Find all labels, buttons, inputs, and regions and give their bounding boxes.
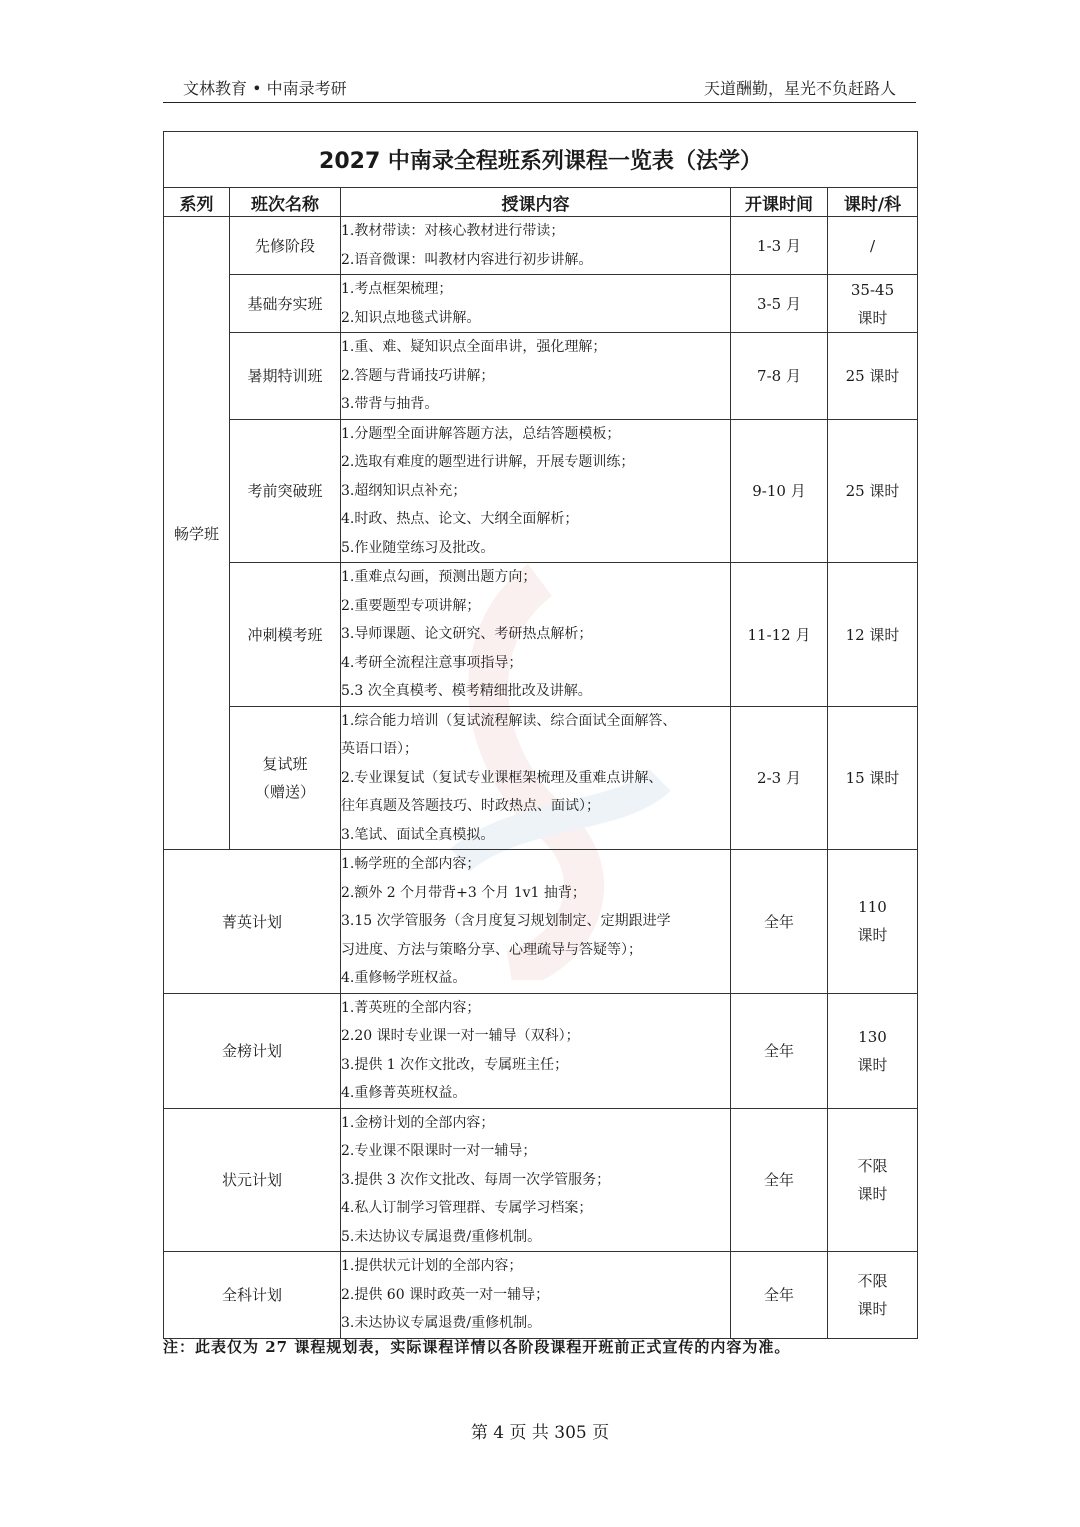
table-row bbox=[164, 1108, 918, 1252]
start-time: 11-12 月 bbox=[731, 563, 828, 707]
content-line: 2.答题与背诵技巧讲解； bbox=[341, 367, 495, 384]
class-name: 暑期特训班 bbox=[230, 333, 341, 420]
column-header-start-time: 开课时间 bbox=[731, 188, 828, 217]
content-line: 1.菁英班的全部内容； bbox=[341, 999, 481, 1016]
content-line: 2.重要题型专项讲解； bbox=[341, 597, 481, 614]
header-right-text: 天道酬勤，星光不负赶路人 bbox=[703, 79, 896, 98]
hours: 15 课时 bbox=[828, 706, 918, 850]
class-content bbox=[341, 333, 731, 420]
content-line: 1.综合能力培训（复试流程解读、综合面试全面解答、 bbox=[341, 712, 677, 729]
content-line: 4.私人订制学习管理群、专属学习档案； bbox=[341, 1200, 593, 1216]
hours bbox=[828, 1252, 918, 1339]
class-name-main: 复试班 bbox=[262, 754, 308, 773]
hours-unit: 课时 bbox=[857, 1299, 888, 1318]
hours-value: 110 bbox=[858, 898, 887, 917]
column-header-content: 授课内容 bbox=[341, 188, 731, 217]
hours-unit: 课时 bbox=[857, 1055, 888, 1074]
content-line: 1.分题型全面讲解答题方法，总结答题模板； bbox=[341, 425, 621, 442]
table-title: 2027 中南录全程班系列课程一览表（法学） bbox=[164, 132, 918, 188]
content-line: 4.时政、热点、论文、大纲全面解析； bbox=[341, 511, 579, 527]
class-content bbox=[341, 217, 731, 275]
plan-content bbox=[341, 993, 731, 1108]
plan-name: 状元计划 bbox=[164, 1108, 341, 1252]
content-line: 1.金榜计划的全部内容； bbox=[341, 1114, 495, 1131]
content-line: 1.畅学班的全部内容； bbox=[341, 856, 481, 872]
content-line: 5.未达协议专属退费/重修机制。 bbox=[341, 1228, 542, 1245]
class-name: 考前突破班 bbox=[230, 419, 341, 563]
hours: 25 课时 bbox=[828, 333, 918, 420]
table-row bbox=[164, 1252, 918, 1339]
series-changxue: 畅学班 bbox=[164, 217, 230, 850]
content-line: 1.重难点勾画，预测出题方向； bbox=[341, 569, 537, 585]
plan-content bbox=[341, 1108, 731, 1252]
content-line: 往年真题及答题技巧、时政热点、面试）； bbox=[341, 798, 600, 814]
plan-content bbox=[341, 1252, 731, 1339]
start-time: 全年 bbox=[731, 1252, 828, 1339]
class-name bbox=[230, 706, 341, 850]
class-content bbox=[341, 419, 731, 563]
start-time: 2-3 月 bbox=[731, 706, 828, 850]
start-time: 1-3 月 bbox=[731, 217, 828, 275]
hours-value: 35-45 bbox=[850, 280, 895, 299]
content-line: 5.3 次全真模考、模考精细批改及讲解。 bbox=[341, 683, 592, 699]
content-line: 1.提供状元计划的全部内容； bbox=[341, 1258, 523, 1274]
content-line: 2.知识点地毯式讲解。 bbox=[341, 309, 481, 326]
page-header bbox=[163, 72, 916, 103]
hours-unit: 课时 bbox=[857, 308, 888, 327]
table-row bbox=[164, 993, 918, 1108]
content-line: 2.提供 60 课时政英一对一辅导； bbox=[341, 1286, 550, 1303]
content-line: 英语口语）； bbox=[341, 741, 418, 757]
plan-name: 全科计划 bbox=[164, 1252, 341, 1339]
class-name-note: （赠送） bbox=[254, 782, 315, 801]
hours-value: 130 bbox=[858, 1027, 887, 1046]
hours bbox=[828, 275, 918, 333]
content-line: 2.专业课不限课时一对一辅导； bbox=[341, 1143, 537, 1159]
page-number: 第 4 页 共 305 页 bbox=[470, 1423, 610, 1443]
class-content bbox=[341, 706, 731, 850]
column-header-class-name: 班次名称 bbox=[230, 188, 341, 217]
class-content bbox=[341, 275, 731, 333]
content-line: 2.语音微课：叫教材内容进行初步讲解。 bbox=[341, 251, 593, 268]
start-time: 全年 bbox=[731, 850, 828, 994]
hours bbox=[828, 993, 918, 1108]
content-line: 2.专业课复试（复试专业课框架梳理及重难点讲解、 bbox=[341, 769, 663, 786]
hours bbox=[828, 850, 918, 994]
class-name: 先修阶段 bbox=[230, 217, 341, 275]
hours-value: 不限 bbox=[857, 1271, 888, 1290]
content-line: 1.教材带读：对核心教材进行带读； bbox=[341, 223, 565, 239]
content-line: 3.提供 3 次作文批改、每周一次学管服务； bbox=[341, 1171, 611, 1188]
content-line: 4.重修畅学班权益。 bbox=[341, 970, 467, 986]
table-row bbox=[164, 419, 918, 563]
class-name: 基础夯实班 bbox=[230, 275, 341, 333]
plan-content bbox=[341, 850, 731, 994]
start-time: 9-10 月 bbox=[731, 419, 828, 563]
table-row bbox=[164, 333, 918, 420]
table-row bbox=[164, 850, 918, 994]
content-line: 3.超纲知识点补充； bbox=[341, 482, 467, 499]
plan-name: 菁英计划 bbox=[164, 850, 341, 994]
content-line: 1.重、难、疑知识点全面串讲，强化理解； bbox=[341, 339, 607, 355]
course-table bbox=[163, 131, 918, 1339]
hours-unit: 课时 bbox=[857, 1184, 888, 1203]
content-line: 1.考点框架梳理； bbox=[341, 281, 453, 297]
content-line: 3.提供 1 次作文批改，专属班主任； bbox=[341, 1056, 569, 1073]
content-line: 3.笔试、面试全真模拟。 bbox=[341, 826, 495, 843]
content-line: 4.重修菁英班权益。 bbox=[341, 1085, 467, 1101]
content-line: 习进度、方法与策略分享、心理疏导与答疑等）； bbox=[341, 941, 642, 958]
table-row bbox=[164, 275, 918, 333]
class-name: 冲刺模考班 bbox=[230, 563, 341, 707]
column-header-series: 系列 bbox=[164, 188, 230, 217]
hours bbox=[828, 1108, 918, 1252]
table-row bbox=[164, 706, 918, 850]
start-time: 全年 bbox=[731, 993, 828, 1108]
content-line: 3.未达协议专属退费/重修机制。 bbox=[341, 1315, 542, 1331]
content-line: 3.15 次学管服务（含月度复习规划制定、定期跟进学 bbox=[341, 913, 671, 929]
table-row bbox=[164, 217, 918, 275]
start-time: 全年 bbox=[731, 1108, 828, 1252]
table-row bbox=[164, 563, 918, 707]
hours-unit: 课时 bbox=[857, 926, 888, 945]
content-line: 2.额外 2 个月带背+3 个月 1v1 抽背； bbox=[341, 884, 586, 901]
start-time: 3-5 月 bbox=[731, 275, 828, 333]
header-left-text: 文林教育 • 中南录考研 bbox=[183, 79, 347, 98]
hours: 12 课时 bbox=[828, 563, 918, 707]
column-header-hours: 课时/科 bbox=[828, 188, 918, 217]
class-content bbox=[341, 563, 731, 707]
hours: 25 课时 bbox=[828, 419, 918, 563]
table-note: 注：此表仅为 27 课程规划表，实际课程详情以各阶段课程开班前正式宣传的内容为准。 bbox=[163, 1338, 791, 1356]
content-line: 2.选取有难度的题型进行讲解，开展专题训练； bbox=[341, 454, 635, 470]
content-line: 2.20 课时专业课一对一辅导（双科）； bbox=[341, 1028, 580, 1044]
content-line: 3.导师课题、论文研究、考研热点解析； bbox=[341, 626, 593, 642]
start-time: 7-8 月 bbox=[731, 333, 828, 420]
content-line: 5.作业随堂练习及批改。 bbox=[341, 539, 495, 556]
content-line: 4.考研全流程注意事项指导； bbox=[341, 654, 523, 671]
hours: / bbox=[828, 217, 918, 275]
plan-name: 金榜计划 bbox=[164, 993, 341, 1108]
hours-value: 不限 bbox=[857, 1156, 888, 1175]
content-line: 3.带背与抽背。 bbox=[341, 396, 439, 412]
